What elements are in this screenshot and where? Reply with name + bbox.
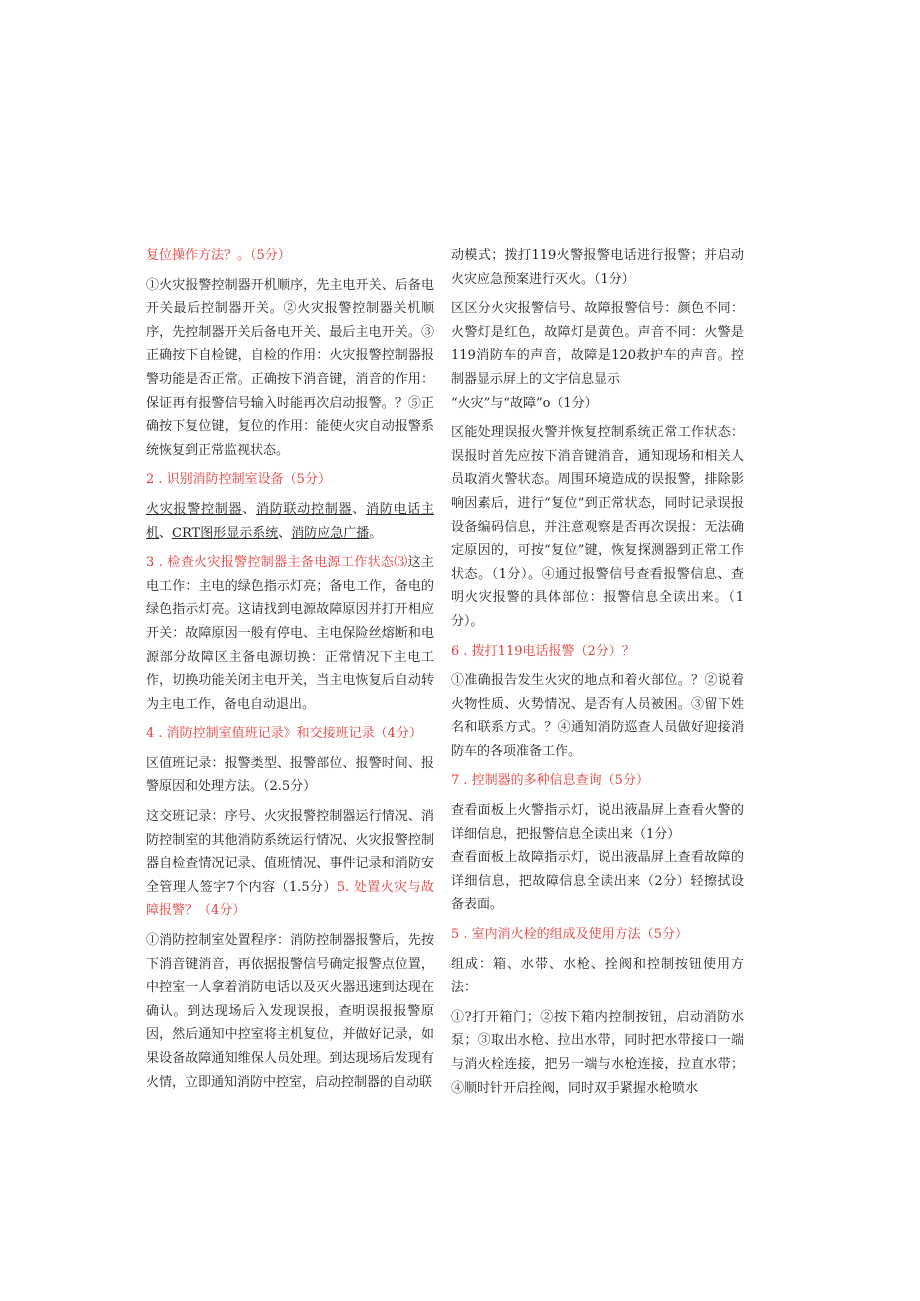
startup-shutdown-paragraph: ①火灾报警控制器开机顺序，先主电开关、后备电开关最后控制器开关。②火灾报警控制器关机顺序，先控制器开关后备电开关、最后主电开关。③正确按下自检键，自检的作用：火灾报警控制器报警功能是否正常。正确按下消音键，消音的作用：保证再有报警信号输入时能再次启动报警。？⑤正确按下复位键，复位的作用：能使火灾自动报警系统恢复到正常监视状态。 bbox=[146, 277, 434, 458]
equipment-separator: 、 bbox=[352, 501, 366, 517]
right-column bbox=[451, 244, 744, 1100]
section-4-heading: 4 . 消防控制室值班记录》和交接班记录（4分） bbox=[146, 726, 422, 742]
equipment-item: 消防联动控制器 bbox=[255, 501, 353, 517]
hydrant-composition-paragraph: 组成：箱、水带、水枪、拴阀和控制按钮使用方法： bbox=[451, 956, 744, 996]
section-2-heading: 2 . 识别消防控制室设备（5分） bbox=[146, 472, 331, 488]
section-3-heading: 3 . 检查火灾报警控制器主备电源工作状态⑶ bbox=[146, 555, 408, 571]
equipment-separator: 、 bbox=[242, 501, 256, 517]
false-alarm-paragraph: 区能处理误报火警并恢复控制系统正常工作状态：误报时首先应按下消音键消音，通知现场和相关人员取消火警状态。周围环境造成的误报警，排除影响因素后，进行“复位”到正常状态，同时记录误报设备编码信息，并注意观察是否再次误报：无法确定原因的，可按“复位”键，恢复探测器到正常工作状态。（1分）。④通过报警信号查看报警信息、查明火灾报警的具体部位：报警信息全读出来。（1分）。 bbox=[451, 425, 744, 629]
section-6-heading: 6 . 拨打119电话报警（2分）？ bbox=[451, 643, 635, 659]
handover-record-text: 这交班记录：序号、火灾报警控制器运行情况、消防控制室的其他消防系统运行情况、火灾报警控制器自检查情况记录、值班情况、事件记录和消防安全管理人签字7个内容（1.5分） bbox=[146, 809, 434, 895]
section-3-paragraph bbox=[146, 551, 434, 716]
equipment-item: CRT图形显示系统 bbox=[172, 525, 279, 541]
report-fire-paragraph: ①准确报告发生火灾的地点和着火部位。？②说着火物性质、火势情况、是否有人员被困。③留下姓名和联系方式。？④通知消防巡查人员做好迎接消防车的各项准备工作。 bbox=[451, 673, 744, 759]
duty-record-paragraph: 区值班记录：报警类型、报警部位、报警时间、报警原因和处理方法。（2.5分） bbox=[146, 755, 434, 795]
equipment-list bbox=[146, 498, 434, 545]
section-5-heading: 5. 处置火灾与故障报警？（4分） bbox=[146, 879, 434, 919]
signal-difference-paragraph: 区区分火灾报警信号、故障报警信号：颜色不同：火警灯是红色，故障灯是黄色。声音不同：火警是119消防车的声音，故障是120救护车的声音。控制器显示屏上的文字信息显示 bbox=[451, 301, 744, 387]
equipment-separator: 、 bbox=[159, 525, 173, 541]
fault-info-query-paragraph: 查看面板上故障指示灯，说出液晶屏上查看故障的详细信息，把故障信息全读出来（2分）轻擦拭设备表面。 bbox=[451, 850, 744, 913]
continued-paragraph: 动模式；拨打119火警报警电话进行报警；并启动火灾应急预案进行灭火。（1分） bbox=[451, 248, 744, 287]
fire-handling-paragraph: ①消防控制室处置程序：消防控制器报警后，先按下消音键消音，再依据报警信号确定报警点位置，中控室一人拿着消防电话以及灭火器迅速到达现在确认。到达现场后入发现误报，查明误报报警原因，然后通知中控室将主机复位，并做好记录，如果设备故障通知维保人员处理。到达现场后发现有火情，立即通知消防中控室，启动控制器的自动联 bbox=[146, 933, 434, 1090]
section-3-body: 这主电工作：主电的绿色指示灯亮；备电工作，备电的绿色指示灯亮。这请找到电源故障原因并打开相应开关：故障原因一般有停电、主电保险丝熔断和电源部分故障区主备电源切换：正常情况下主电工作，切换功能关闭主电开关，当主电恢复后自动转为主电工作，备电自动退出。 bbox=[146, 555, 434, 712]
handover-record-paragraph bbox=[146, 805, 434, 923]
equipment-separator: 。 bbox=[369, 525, 383, 541]
fire-info-query-paragraph: 查看面板上火警指示灯，说出液晶屏上查看火警的详细信息，把报警信息全读出来（1分） bbox=[451, 803, 744, 842]
equipment-separator: 、 bbox=[278, 525, 292, 541]
section-7-heading: 7 . 控制器的多种信息查询（5分） bbox=[451, 773, 649, 789]
equipment-item: 火灾报警控制器 bbox=[146, 501, 243, 517]
hydrant-usage-paragraph: ①?打开箱门；②按下箱内控制按钮，启动消防水泵；③取出水枪、拉出水带，同时把水带接口一端与消火栓连接，把另一端与水枪连接，拉直水带；④顺时针开启拴阀，同时双手紧握水枪喷水 bbox=[451, 1009, 744, 1096]
display-text-paragraph: “火灾”与“故障”o（1分） bbox=[451, 395, 598, 411]
equipment-item: 消防电话主机 bbox=[146, 501, 434, 541]
reset-method-heading: 复位操作方法？。（5分） bbox=[146, 248, 291, 263]
left-column bbox=[146, 244, 434, 1094]
equipment-item: 消防应急广播 bbox=[291, 525, 370, 541]
hydrant-section-heading: 5 . 室内消火栓的组成及使用方法（5分） bbox=[451, 927, 688, 943]
